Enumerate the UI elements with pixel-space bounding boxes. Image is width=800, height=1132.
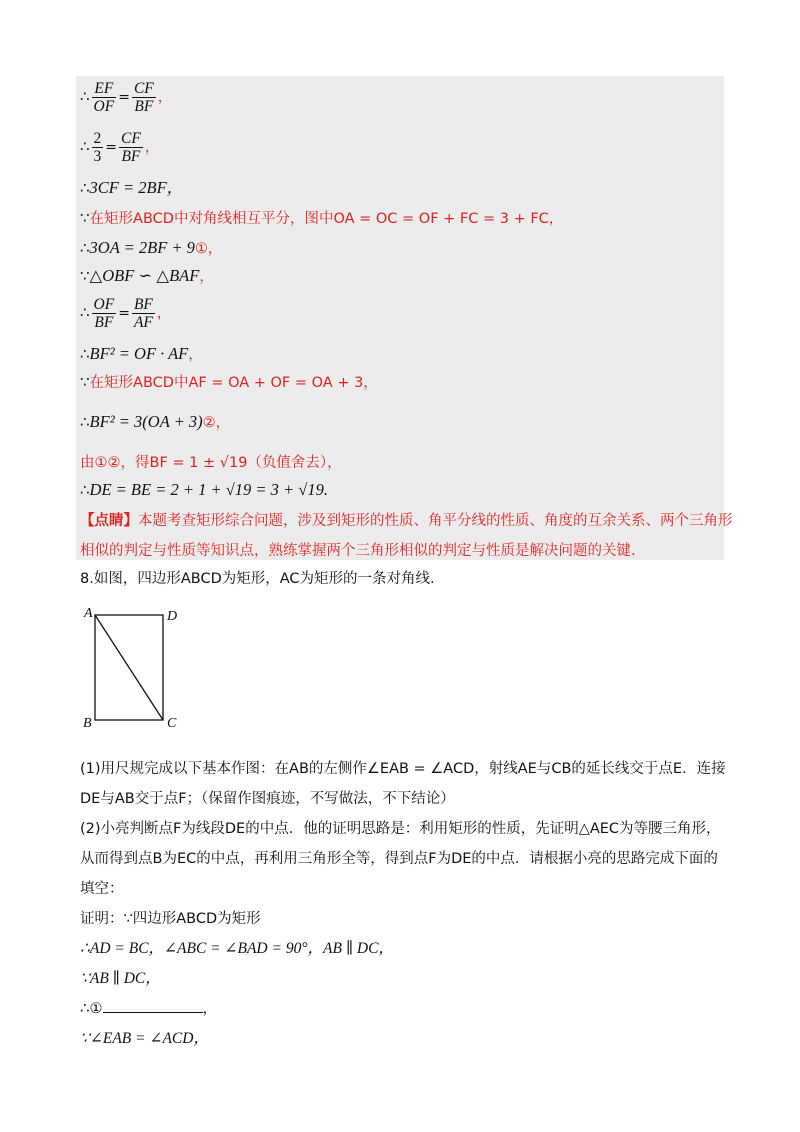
proof-line-3: ∵AB ∥ DC， xyxy=(80,970,161,987)
comment-tag: 【点睛】 xyxy=(80,513,138,529)
solution-line-4: ∵在矩形ABCD中对角线相互平分，图中OA = OC = OF + FC = 3 + FC， xyxy=(80,209,564,227)
fraction-of-bf: $\frac{OF}{BF}$ xyxy=(93,296,115,331)
solution-line-1: ∴ $\frac{EF}{OF}$ = $\frac{CF}{BF}$ ， xyxy=(80,80,173,115)
solution-line-8: ∴BF² = OF · AF， xyxy=(80,344,203,363)
fraction-2-3: $\frac{2}{3}$ xyxy=(93,130,102,165)
proof-line-4: ∴① ， xyxy=(80,999,218,1017)
question-1-line-1: (1)用尺规完成以下基本作图：在AB的左侧作∠EAB = ∠ACD，射线AE与CB的延长线交于点E．连接 xyxy=(80,761,726,777)
solution-line-7: ∴ $\frac{OF}{BF}$ = $\frac{BF}{AF}$ ， xyxy=(80,296,172,331)
problem-number: 8. xyxy=(80,571,94,587)
problem-stem: 8.如图，四边形ABCD为矩形，AC为矩形的一条对角线. xyxy=(80,571,435,587)
question-2-line-3: 填空： xyxy=(80,881,124,897)
question-1-line-2: DE与AB交于点F；（保留作图痕迹，不写做法，不下结论） xyxy=(80,791,455,807)
label-c: C xyxy=(167,716,177,731)
solution-line-9: ∵在矩形ABCD中AF = OA + OF = OA + 3， xyxy=(80,373,378,391)
fraction-bf-af: $\frac{BF}{AF}$ xyxy=(133,296,153,331)
fraction-cf-bf-2: $\frac{CF}{BF}$ xyxy=(121,130,141,165)
proof-line-5: ∵∠EAB = ∠ACD， xyxy=(80,1030,209,1047)
label-b: B xyxy=(83,716,92,731)
answer-blank-1[interactable] xyxy=(103,998,203,1013)
solution-line-10: ∴BF² = 3(OA + 3)②， xyxy=(80,412,231,431)
comment-line-2: 相似的判定与性质等知识点，熟练掌握两个三角形相似的判定与性质是解决问题的关键. xyxy=(80,543,636,559)
solution-line-2: ∴ $\frac{2}{3}$ = $\frac{CF}{BF}$ ， xyxy=(80,130,160,165)
question-2-line-1: (2)小亮判断点F为线段DE的中点．他的证明思路是：利用矩形的性质，先证明△AEC为等腰三角形， xyxy=(80,821,721,837)
therefore-symbol: ∴ xyxy=(80,87,90,106)
label-d: D xyxy=(167,609,178,624)
solution-line-11: 由①②，得BF = 1 ± √19（负值舍去）， xyxy=(80,455,342,471)
solution-line-12: ∴DE = BE = 2 + 1 + √19 = 3 + √19. xyxy=(80,480,328,499)
solution-line-3: ∴3CF = 2BF， xyxy=(80,178,184,197)
diagonal-ac xyxy=(95,615,163,720)
fraction-ef-of: $\frac{EF}{OF}$ xyxy=(93,80,115,115)
fraction-cf-bf: $\frac{CF}{BF}$ xyxy=(133,80,154,115)
proof-line-1: 证明：∵四边形ABCD为矩形 xyxy=(80,911,261,927)
solution-line-5: ∴3OA = 2BF + 9①， xyxy=(80,238,223,257)
question-2-line-2: 从而得到点B为EC的中点，再利用三角形全等，得到点F为DE的中点．请根据小亮的思路完成下面的 xyxy=(80,851,718,867)
label-a: A xyxy=(84,606,93,621)
comment-line-1: 【点睛】本题考查矩形综合问题，涉及到矩形的性质、角平分线的性质、角度的互余关系、两个三角形 xyxy=(80,513,733,529)
solution-line-6: ∵△OBF ∽ △BAF， xyxy=(80,266,214,285)
rectangle-figure xyxy=(80,600,200,740)
proof-line-2: ∴AD = BC，∠ABC = ∠BAD = 90°，AB ∥ DC， xyxy=(80,940,394,957)
